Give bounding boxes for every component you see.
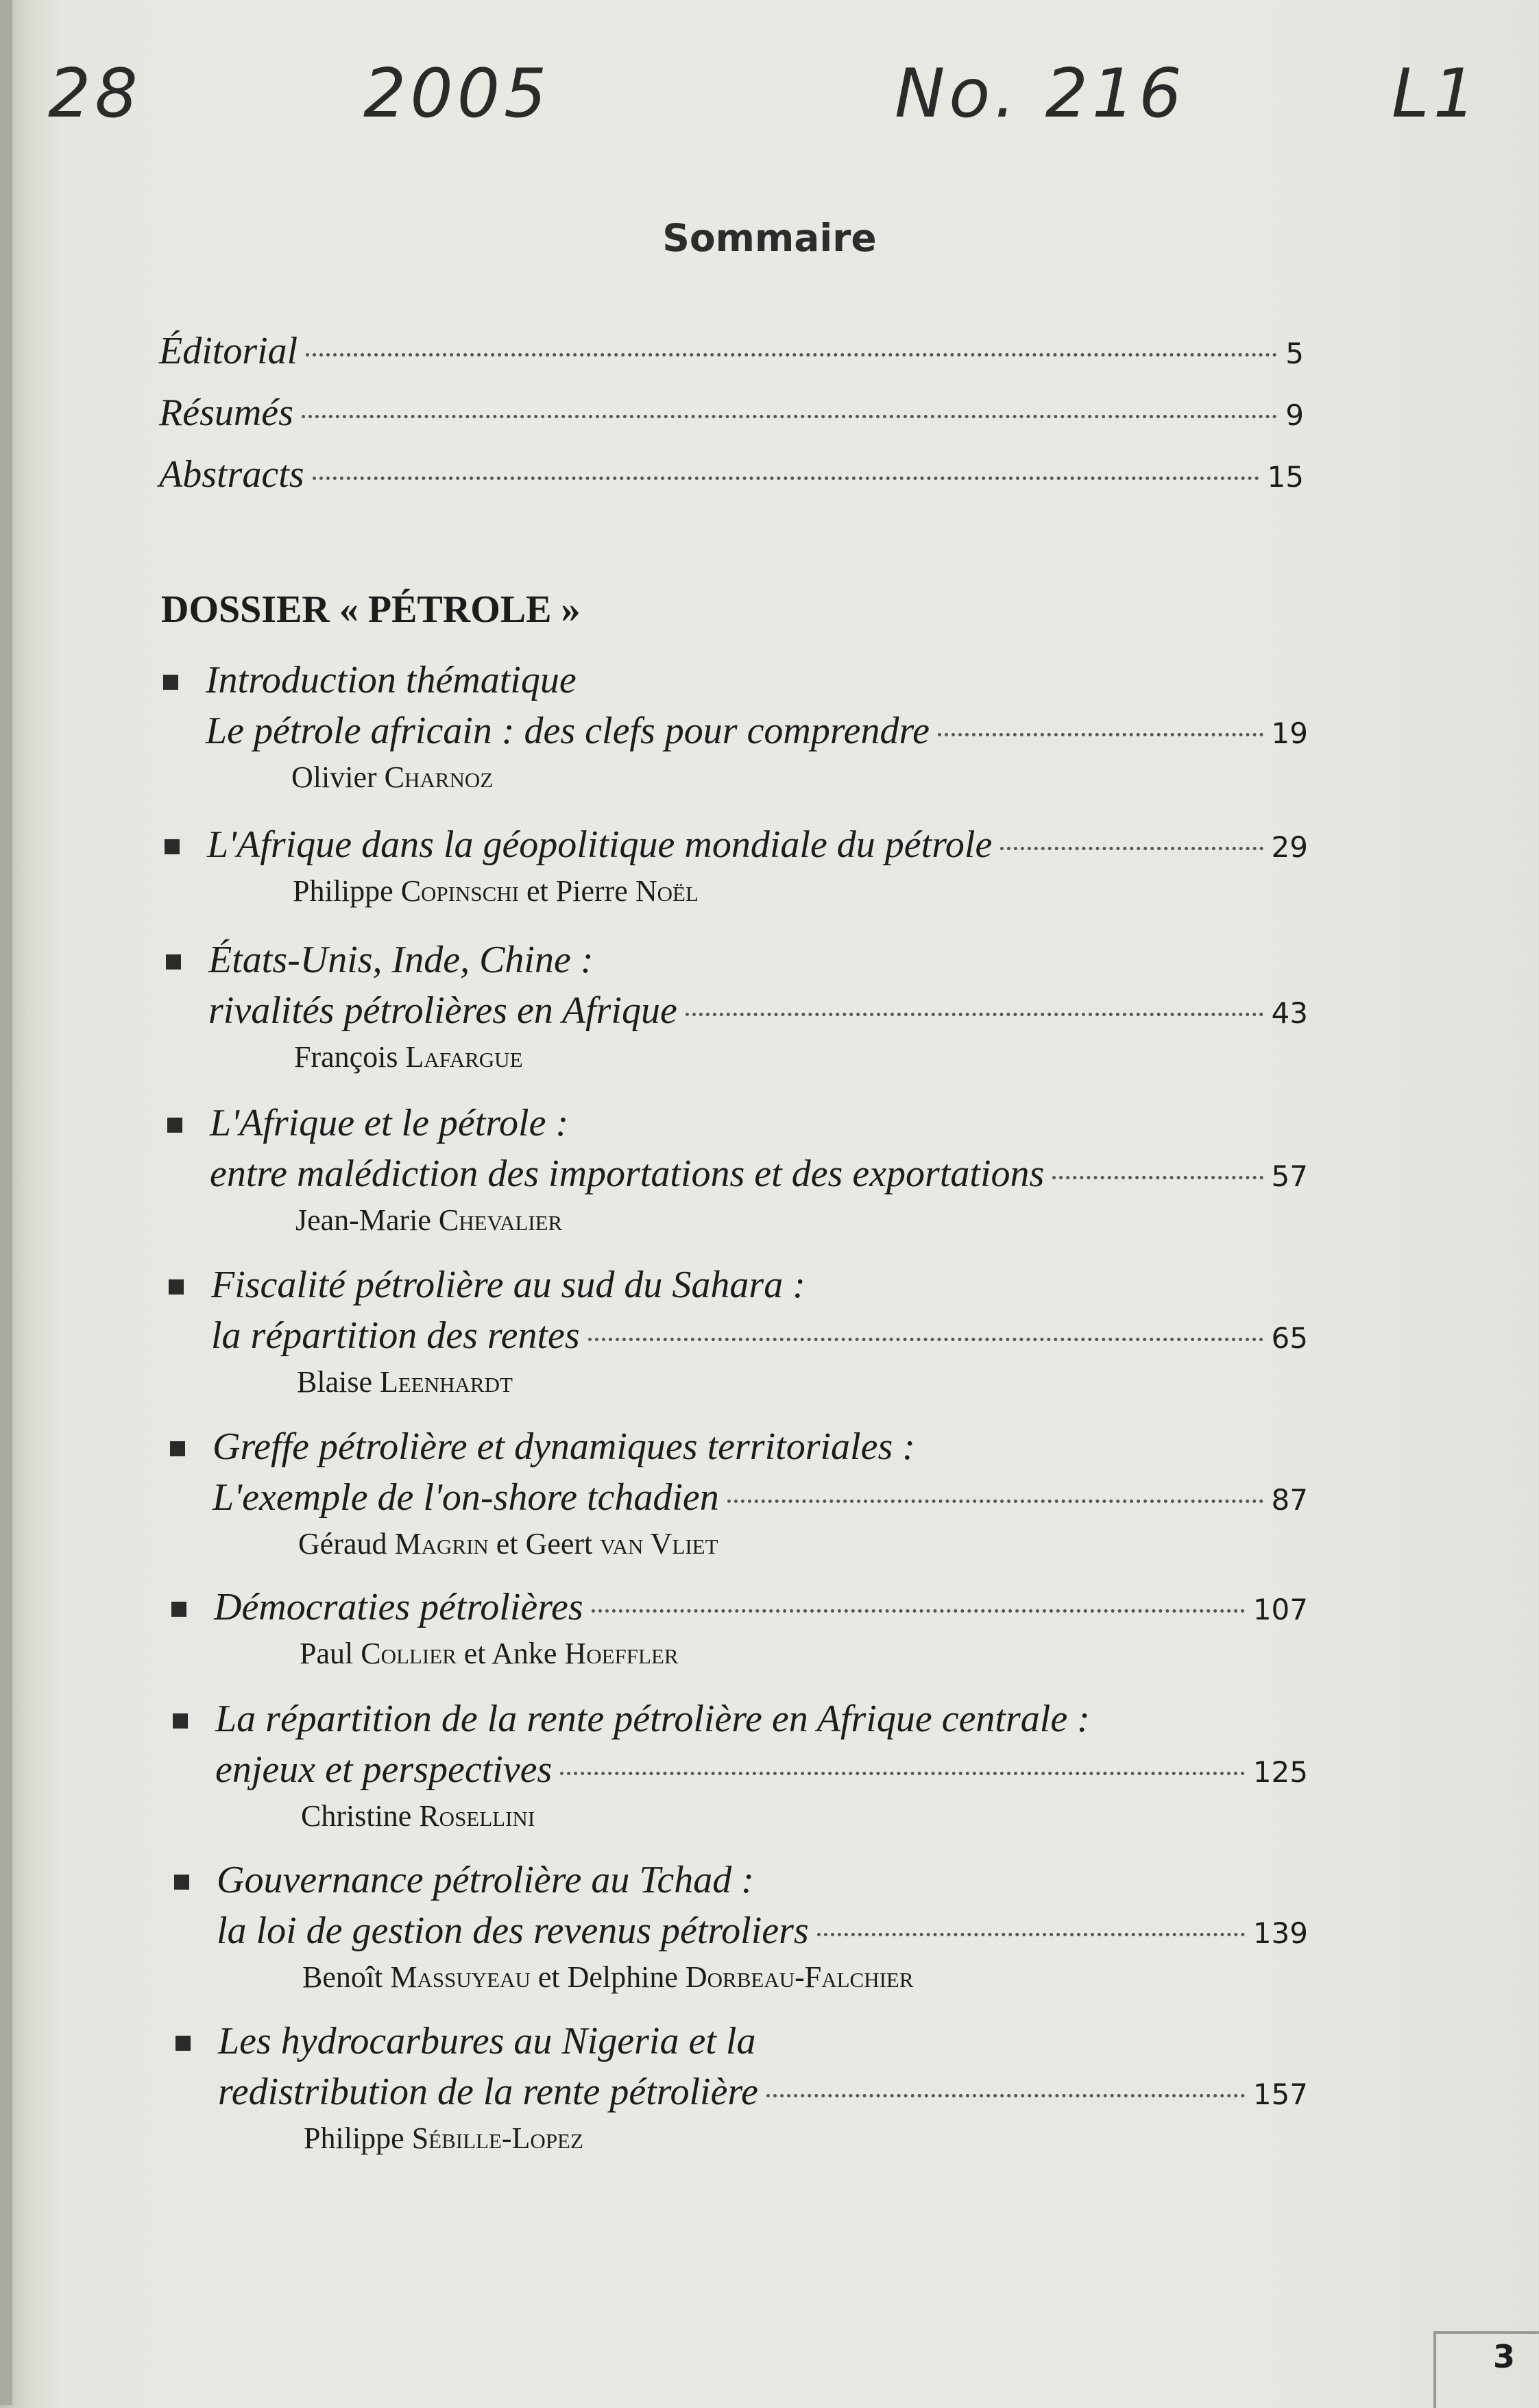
author2-last-name: Dorbeau-Falchier — [685, 1960, 914, 1994]
section-heading: DOSSIER « PÉTROLE » — [161, 588, 581, 631]
handwritten-note-code: L1 — [1392, 55, 1480, 133]
author-and: et — [496, 1527, 518, 1561]
author-first-name: Blaise — [297, 1365, 372, 1399]
entry-author — [211, 1364, 1308, 1408]
entry-title-line1: Fiscalité pétrolière au sud du Sahara : — [211, 1264, 805, 1306]
entry-page: 107 — [1252, 1593, 1308, 1626]
entry-page: 29 — [1271, 830, 1308, 864]
author-last-name: Rosellini — [419, 1799, 535, 1833]
entry-title-line2 — [211, 1314, 1308, 1364]
toc-entry[interactable] — [170, 1425, 1308, 1570]
square-bullet-icon — [163, 675, 178, 690]
toc-entry[interactable] — [165, 823, 1308, 917]
entry-title-text: Démocraties pétrolières — [214, 1586, 583, 1628]
author-last-name: Charnoz — [384, 760, 494, 794]
author-first-name: Benoît — [302, 1960, 383, 1994]
entry-title-line2 — [207, 823, 1308, 874]
page-corner-mark — [1433, 2331, 1539, 2408]
leader-dots — [766, 2094, 1245, 2097]
toc-entry[interactable] — [167, 1101, 1308, 1247]
toc-front-resumes[interactable] — [159, 391, 1304, 435]
author-last-name: Magrin — [394, 1527, 489, 1561]
author-last-name: Collier — [361, 1637, 457, 1670]
toc-front-abstracts[interactable] — [159, 453, 1304, 496]
toc-page: 9 — [1285, 398, 1304, 432]
author-first-name: Paul — [300, 1637, 354, 1670]
entry-title-line2 — [210, 1152, 1308, 1203]
entry-title-line1: L'Afrique et le pétrole : — [210, 1102, 569, 1144]
entry-title-text: rivalités pétrolières en Afrique — [208, 989, 677, 1032]
entry-author — [208, 1039, 1308, 1083]
entry-title-line2 — [206, 709, 1308, 760]
book-gutter-shadow — [0, 0, 12, 2405]
author-and: et — [463, 1637, 486, 1670]
leader-dots — [1000, 847, 1263, 850]
author-first-name: Jean-Marie — [295, 1203, 431, 1237]
entry-title-line1: États-Unis, Inde, Chine : — [208, 939, 594, 981]
toc-title: Abstracts — [159, 453, 304, 496]
entry-title-text: la répartition des rentes — [211, 1314, 580, 1357]
toc-page: 15 — [1267, 460, 1304, 494]
entry-author — [207, 874, 1308, 917]
author2-first-name: Geert — [525, 1527, 593, 1561]
entry-title-line1: Les hydrocarbures au Nigeria et la — [218, 2020, 756, 2062]
entry-author — [215, 1798, 1308, 1842]
entry-title-text: L'Afrique dans la géopolitique mondiale du pétrole — [207, 823, 993, 866]
entry-author — [214, 1636, 1308, 1680]
author-and: et — [526, 874, 548, 908]
toc-entry[interactable] — [163, 658, 1308, 804]
leader-dots — [302, 415, 1277, 418]
entry-author — [213, 1526, 1308, 1570]
leader-dots — [686, 1013, 1263, 1016]
entry-title-text: redistribution de la rente pétrolière — [218, 2071, 759, 2113]
author-first-name: Géraud — [298, 1527, 387, 1561]
author-first-name: Philippe — [304, 2121, 404, 2155]
author2-first-name: Pierre — [555, 874, 628, 908]
author-first-name: Philippe — [293, 874, 393, 908]
author-last-name: Copinschi — [400, 874, 520, 908]
square-bullet-icon — [165, 839, 180, 854]
leader-dots — [588, 1338, 1263, 1341]
toc-page: 5 — [1285, 337, 1304, 370]
handwritten-note-year: 2005 — [363, 55, 551, 133]
author-and: et — [537, 1960, 560, 1994]
entry-title-text: la loi de gestion des revenus pétroliers — [217, 1910, 809, 1952]
entry-title-text: Le pétrole africain : des clefs pour comprendre — [206, 710, 930, 752]
entry-author — [210, 1203, 1308, 1247]
entry-title-line2 — [208, 989, 1308, 1039]
author-last-name: Leenhardt — [379, 1365, 513, 1399]
author2-last-name: van Vliet — [600, 1527, 718, 1561]
square-bullet-icon — [167, 1118, 182, 1133]
author2-first-name: Anke — [492, 1637, 557, 1670]
leader-dots — [727, 1500, 1263, 1503]
entry-author — [218, 2121, 1308, 2165]
entry-title-text: L'exemple de l'on-shore tchadien — [213, 1476, 719, 1519]
square-bullet-icon — [170, 1441, 185, 1456]
entry-title-line1: La répartition de la rente pétrolière en Afrique centrale : — [215, 1698, 1090, 1740]
entry-title-line2 — [213, 1476, 1308, 1526]
leader-dots — [592, 1609, 1245, 1613]
handwritten-note-issue: No. 216 — [895, 55, 1186, 133]
entry-author — [217, 1960, 1308, 2003]
author-last-name: Sébille-Lopez — [411, 2121, 583, 2155]
square-bullet-icon — [175, 2036, 191, 2051]
toc-title: Éditorial — [159, 330, 298, 372]
author2-last-name: Noël — [635, 874, 699, 908]
toc-title: Résumés — [159, 392, 293, 434]
entry-page: 87 — [1271, 1483, 1308, 1517]
entry-title-line1: Gouvernance pétrolière au Tchad : — [217, 1859, 754, 1901]
entry-title-text: enjeux et perspectives — [215, 1748, 553, 1791]
leader-dots — [306, 353, 1277, 357]
toc-entry[interactable] — [171, 1585, 1308, 1680]
author-last-name: Chevalier — [438, 1203, 563, 1237]
square-bullet-icon — [166, 954, 181, 970]
author-last-name: Massuyeau — [390, 1960, 531, 1994]
toc-entry[interactable] — [166, 938, 1308, 1083]
author2-last-name: Hoeffler — [564, 1637, 679, 1670]
leader-dots — [1052, 1176, 1263, 1179]
author-first-name: François — [294, 1040, 398, 1074]
entry-page: 157 — [1252, 2078, 1308, 2111]
toc-entry[interactable] — [169, 1263, 1308, 1408]
entry-page: 125 — [1252, 1755, 1308, 1789]
entry-title-line2 — [215, 1748, 1308, 1798]
entry-title-text: entre malédiction des importations et des exportations — [210, 1153, 1045, 1195]
entry-title-line2 — [217, 1909, 1308, 1960]
square-bullet-icon — [169, 1279, 184, 1295]
author-first-name: Christine — [301, 1799, 412, 1833]
square-bullet-icon — [174, 1875, 189, 1890]
entry-page: 19 — [1271, 717, 1308, 750]
entry-title-line2 — [218, 2070, 1308, 2121]
entry-page: 139 — [1252, 1916, 1308, 1950]
author2-first-name: Delphine — [567, 1960, 678, 1994]
leader-dots — [313, 477, 1259, 480]
handwritten-note-28: 28 — [48, 55, 142, 133]
entry-author — [206, 760, 1308, 804]
leader-dots — [560, 1772, 1245, 1775]
author-first-name: Olivier — [291, 760, 377, 794]
toc-front-editorial[interactable] — [159, 329, 1304, 373]
entry-page: 65 — [1271, 1321, 1308, 1355]
square-bullet-icon — [171, 1602, 186, 1617]
toc-entry[interactable] — [173, 1697, 1308, 1842]
square-bullet-icon — [173, 1713, 188, 1729]
toc-entry[interactable] — [175, 2019, 1308, 2165]
author-last-name: Lafargue — [405, 1040, 523, 1074]
entry-title-line2 — [214, 1585, 1308, 1636]
page-number: 3 — [1492, 2338, 1515, 2375]
leader-dots — [938, 733, 1263, 736]
entry-page: 43 — [1271, 996, 1308, 1030]
page-title: Sommaire — [662, 216, 877, 260]
entry-page: 57 — [1271, 1159, 1308, 1193]
toc-entry[interactable] — [174, 1858, 1308, 2003]
entry-title-line1: Greffe pétrolière et dynamiques territoriales : — [213, 1425, 915, 1468]
leader-dots — [817, 1933, 1245, 1936]
entry-title-line1: Introduction thématique — [206, 659, 577, 701]
